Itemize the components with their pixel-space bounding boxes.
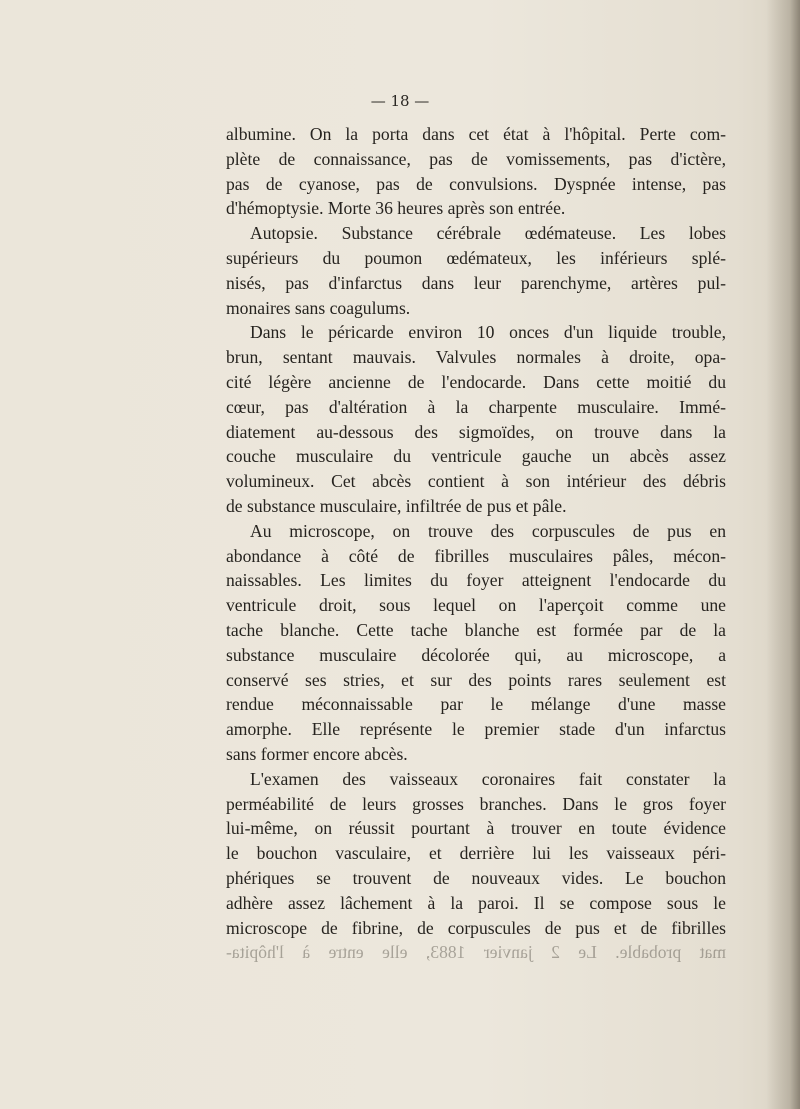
text-line: pas de cyanose, pas de convulsions. Dyspnée intense, pas: [226, 173, 726, 194]
text-line: cité légère ancienne de l'endocarde. Dans cette moitié du: [226, 371, 726, 392]
text-line: tache blanche. Cette tache blanche est formée par de la: [226, 619, 726, 640]
text-line: monaires sans coagulums.: [226, 297, 411, 318]
text-line: ventricule droit, sous lequel on l'aperçoit comme une: [226, 595, 726, 616]
text-line: de substance musculaire, infiltrée de pus et pâle.: [226, 495, 567, 516]
text-line: sans former encore abcès.: [226, 743, 408, 764]
text-line: plète de connaissance, pas de vomissements, pas d'ictère,: [226, 148, 726, 169]
text-line: Dans le péricarde environ 10 onces d'un liquide trouble,: [250, 322, 726, 343]
text-line: amorphe. Elle représente le premier stade d'un infarctus: [226, 719, 726, 740]
text-line: volumineux. Cet abcès contient à son intérieur des débris: [226, 471, 726, 492]
text-line: supérieurs du poumon œdémateux, les inférieurs splé-: [226, 247, 726, 268]
text-line: le bouchon vasculaire, et derrière lui les vaisseaux péri-: [226, 843, 726, 864]
text-line: rendue méconnaissable par le mélange d'une masse: [226, 694, 726, 715]
text-line: perméabilité de leurs grosses branches. Dans le gros foyer: [226, 793, 726, 814]
text-line: phériques se trouvent de nouveaux vides. Le bouchon: [226, 867, 726, 888]
bleed-through-line: mat probable. Le 2 janvier 1883, elle entre à l'hôpita-: [226, 942, 726, 963]
text-line: albumine. On la porta dans cet état à l'hôpital. Perte com-: [226, 124, 726, 144]
text-line: adhère assez lâchement à la paroi. Il se compose sous le: [226, 892, 726, 913]
body-text: [226, 122, 726, 965]
text-line: Autopsie. Substance cérébrale œdémateuse. Les lobes: [250, 223, 726, 244]
page-edge-shadow: [766, 0, 800, 1109]
text-line: substance musculaire décolorée qui, au microscope, a: [226, 644, 726, 665]
text-line: nisés, pas d'infarctus dans leur parenchyme, artères pul-: [226, 272, 726, 293]
text-line: microscope de fibrine, de corpuscules de pus et de fibrilles: [226, 917, 726, 938]
text-line: couche musculaire du ventricule gauche un abcès assez: [226, 446, 726, 467]
text-line: L'examen des vaisseaux coronaires fait constater la: [250, 768, 726, 789]
page-number: — 18 —: [370, 92, 430, 110]
text-line: abondance à côté de fibrilles musculaires pâles, mécon-: [226, 545, 726, 566]
text-line: Au microscope, on trouve des corpuscules de pus en: [250, 520, 726, 541]
text-line: d'hémoptysie. Morte 36 heures après son entrée.: [226, 198, 566, 219]
text-line: diatement au-dessous des sigmoïdes, on trouve dans la: [226, 421, 726, 442]
text-line: conservé ses stries, et sur des points rares seulement est: [226, 669, 726, 690]
text-line: brun, sentant mauvais. Valvules normales à droite, opa-: [226, 347, 726, 368]
text-line: lui-même, on réussit pourtant à trouver en toute évidence: [226, 818, 726, 839]
text-line: naissables. Les limites du foyer atteignent l'endocarde du: [226, 570, 726, 591]
text-line: cœur, pas d'altération à la charpente musculaire. Immé-: [226, 396, 726, 417]
